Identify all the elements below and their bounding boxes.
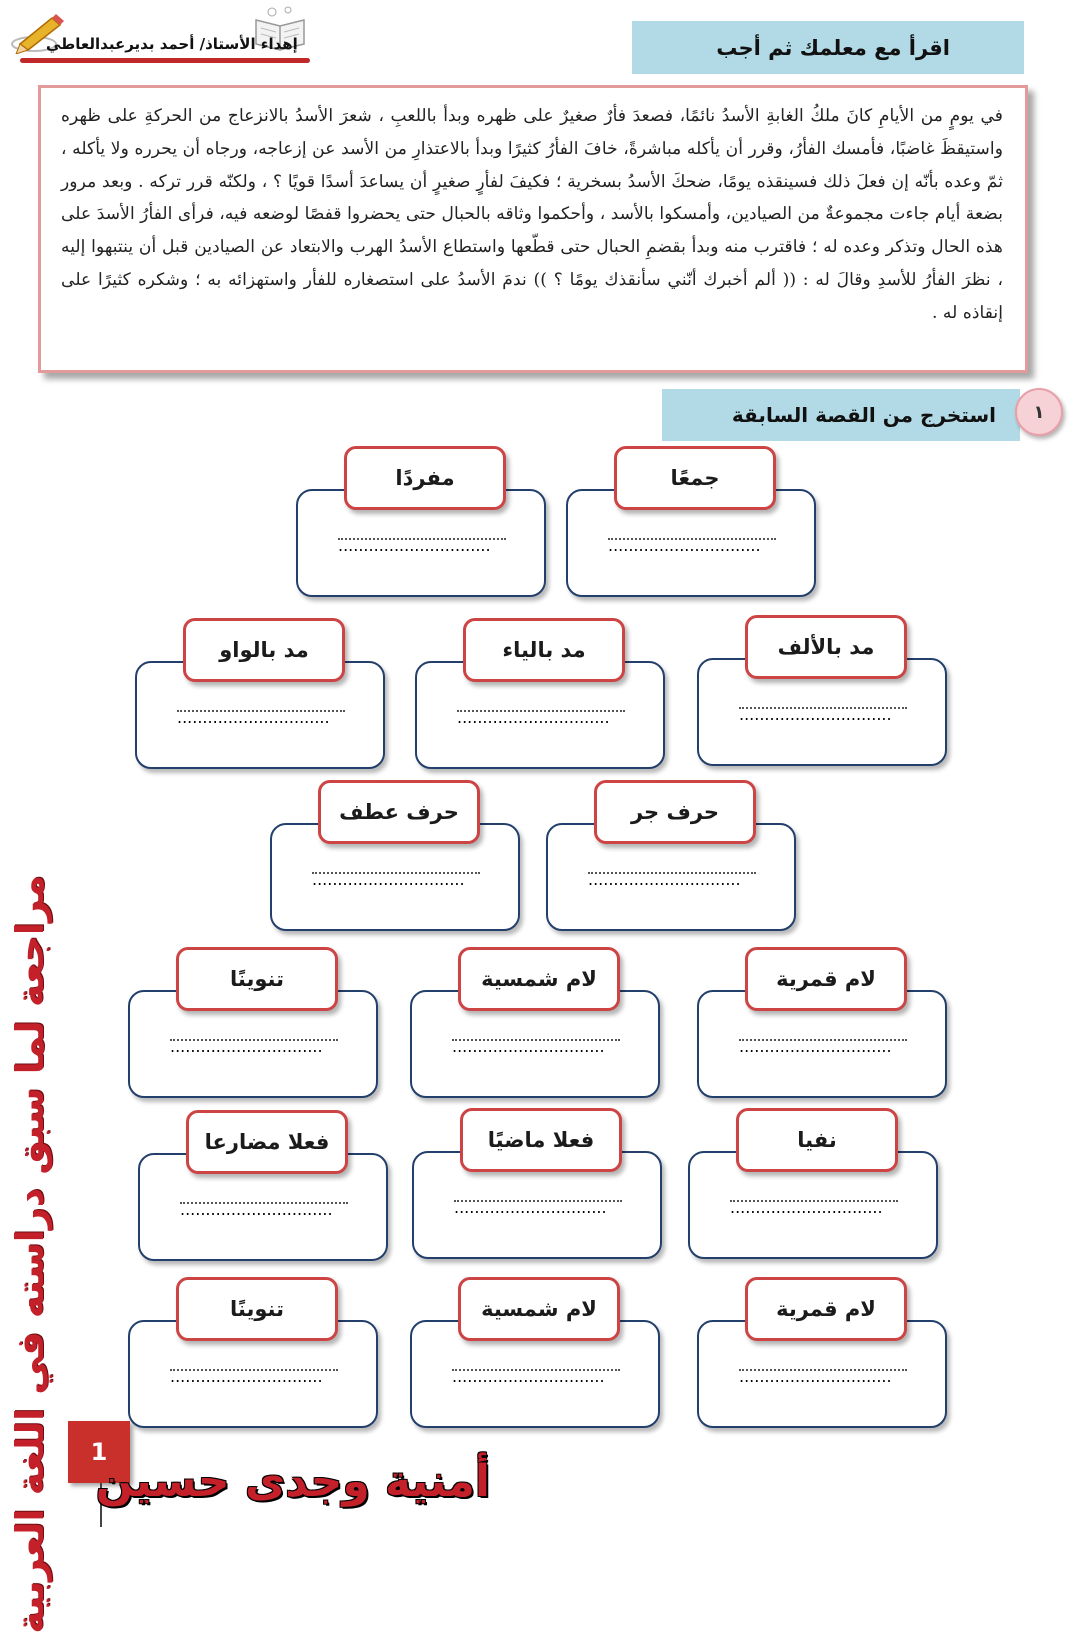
card-label: مد بالواو xyxy=(183,618,345,682)
answer-line[interactable]: .............................. xyxy=(739,1367,907,1371)
card-label: لام شمسية xyxy=(458,947,620,1011)
card-label: حرف عطف xyxy=(318,780,480,844)
card-label: لام قمرية xyxy=(745,1277,907,1341)
question-title: استخرج من القصة السابقة xyxy=(731,403,996,427)
card-label: فعلا مضارعا xyxy=(186,1110,348,1174)
answer-line[interactable]: .............................. xyxy=(180,1200,348,1204)
story-text: في يومٍ من الأيامِ كانَ ملكُ الغابةِ الأسدُ نائمًا، فصعدَ فأرٌ صغيرٌ على ظهره وبدأ باللعبِ ، شعرَ الأسدُ بالانزعاج من الحركةِ على ظهره واستيقظَ غاضبًا، فأمسك الفأرُ، وقرر أن يأكله مباشرةً، خافَ الفأرُ كثيرًا وبدأ بالاعتذارِ من الأسد عن إزعاجه، ورجاه أن يحرره ولا يأكله ، ثمّ وعده بأنّه إن فعلَ ذلك فسينقذه يومًا، ضحكَ الأسدُ بسخرية ؛ فكيفَ لفأرٍ صغيرٍ أن يساعدَ أسدًا قويًا ؟ ، ولكنّه قرر تركه . وبعد مرور بضعة أيام جاءت مجموعةٌ من الصيادين، وأمسكوا بالأسد ، وأحكموا وثاقه بالحبال حتى يحضروا قفصًا لوضعه فيه، فرأى الفأرُ الأسدَ على هذه الحال وتذكر وعده له ؛ فاقترب منه وبدأ بقضمِ الحبال حتى قطّعها واستطاع الأسدُ الهرب والابتعاد عن الصيادين قبل أن ينتبهوا إليه ، نظرَ الفأرُ للأسدِ وقالَ له : (( ألم أخبرك أنّني سأنقذك يومًا ؟ )) ندمَ الأسدُ على استصغاره للفأر واستهزائه به ؛ وشكره كثيرًا على إنقاذه له . xyxy=(60,106,1003,323)
page-title: اقرأ مع معلمك ثم أجب xyxy=(716,35,950,60)
question-number-badge: ١ xyxy=(1015,388,1063,436)
card-label: تنوينًا xyxy=(176,947,338,1011)
answer-line[interactable]: .............................. xyxy=(454,1198,622,1202)
card-label: لام قمرية xyxy=(745,947,907,1011)
answer-line[interactable]: .............................. xyxy=(739,1037,907,1041)
card-label: لام شمسية xyxy=(458,1277,620,1341)
card-label: مد بالياء xyxy=(463,618,625,682)
answer-line[interactable]: .............................. xyxy=(452,1367,620,1371)
side-title: مراجعة لما سبق دراسته في اللغة العربية xyxy=(8,875,52,1634)
question-bar xyxy=(662,389,1020,441)
author-name: أمنية وجدى حسين xyxy=(95,1456,490,1507)
card-label: فعلا ماضيًا xyxy=(460,1108,622,1172)
answer-line[interactable]: .............................. xyxy=(457,708,625,712)
card-label: حرف جر xyxy=(594,780,756,844)
answer-line[interactable]: .............................. xyxy=(730,1198,898,1202)
answer-line[interactable]: .............................. xyxy=(170,1367,338,1371)
answer-line[interactable]: .............................. xyxy=(177,708,345,712)
answer-line[interactable]: .............................. xyxy=(608,536,776,540)
card-label: مد بالألف xyxy=(745,615,907,679)
answer-line[interactable]: .............................. xyxy=(312,870,480,874)
page-number: 1 xyxy=(68,1421,130,1483)
answer-line[interactable]: .............................. xyxy=(170,1037,338,1041)
card-label: جمعًا xyxy=(614,446,776,510)
credit-underline xyxy=(20,58,310,63)
answer-line[interactable]: .............................. xyxy=(588,870,756,874)
title-bar xyxy=(632,21,1024,74)
answer-line[interactable]: .............................. xyxy=(338,536,506,540)
card-label: مفردًا xyxy=(344,446,506,510)
answer-line[interactable]: .............................. xyxy=(739,705,907,709)
answer-line[interactable]: .............................. xyxy=(452,1037,620,1041)
header-credit: إهداء الأستاذ/ أحمد بديرعبدالعاطي xyxy=(46,35,298,53)
card-label: نفيا xyxy=(736,1108,898,1172)
story-box xyxy=(38,85,1028,373)
card-label: تنوينًا xyxy=(176,1277,338,1341)
